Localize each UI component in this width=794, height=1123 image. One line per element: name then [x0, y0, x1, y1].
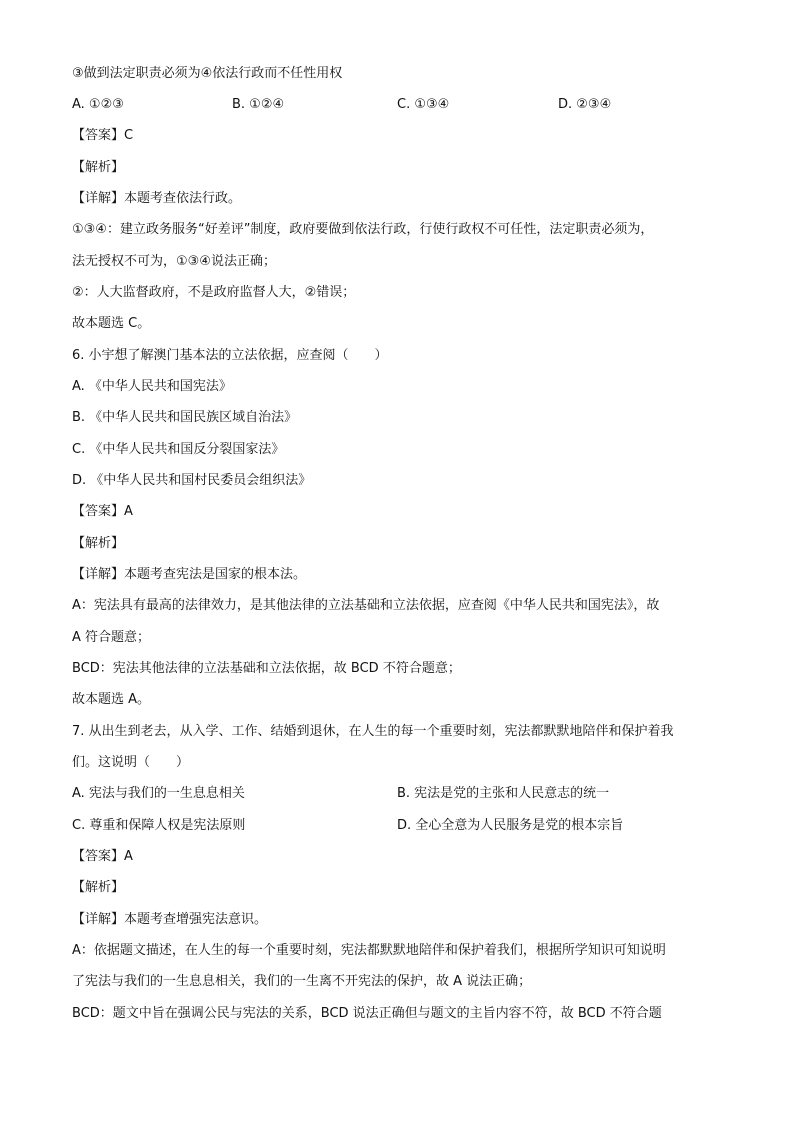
q6-option-b: B. 《中华人民共和国民族区域自治法》 [72, 410, 298, 425]
q5-conclusion: 故本题选 C。 [72, 316, 151, 331]
q6-stem: 6. 小宇想了解澳门基本法的立法依据，应查阅（ ） [72, 348, 388, 363]
q7-option-c: C. 尊重和保障人权是宪法原则 [72, 818, 246, 833]
q5-explanation-2: ②：人大监督政府，不是政府监督人大，②错误； [72, 285, 356, 300]
q5-stem-tail: ③做到法定职责必须为④依法行政而不任性用权 [72, 66, 343, 81]
q6-explanation-2: BCD：宪法其他法律的立法基础和立法依据，故 BCD 不符合题意； [72, 661, 461, 676]
q7-option-a: A. 宪法与我们的一生息息相关 [72, 786, 245, 801]
q6-explanation-1a: A：宪法具有最高的法律效力，是其他法律的立法基础和立法依据，应查阅《中华人民共和国宪法》，故 [72, 598, 660, 613]
q6-detail: 【详解】本题考查宪法是国家的根本法。 [72, 567, 307, 582]
q5-detail: 【详解】本题考查依法行政。 [72, 191, 242, 206]
q7-stem-a: 7. 从出生到老去，从入学、工作、结婚到退休，在人生的每一个重要时刻，宪法都默默地陪伴和保护着我 [72, 724, 674, 739]
q6-option-c: C. 《中华人民共和国反分裂国家法》 [72, 442, 285, 457]
q7-answer: 【答案】A [72, 849, 133, 864]
q6-conclusion: 故本题选 A。 [72, 692, 151, 707]
q7-explanation-1b: 了宪法与我们的一生息息相关，我们的一生离不开宪法的保护，故 A 说法正确； [72, 974, 532, 989]
q7-stem-b: 们。这说明（ ） [72, 755, 190, 770]
q5-option-c: C. ①③④ [397, 97, 450, 112]
q6-answer: 【答案】A [72, 504, 133, 519]
q5-answer: 【答案】C [72, 128, 134, 143]
q7-detail: 【详解】本题考查增强宪法意识。 [72, 912, 268, 927]
q7-explanation-2a: BCD：题文中旨在强调公民与宪法的关系，BCD 说法正确但与题文的主旨内容不符，故 BCD 不符合题 [72, 1006, 662, 1021]
q5-analysis-label: 【解析】 [72, 160, 125, 175]
q7-options-row-2 [72, 816, 722, 836]
q6-option-d: D. 《中华人民共和国村民委员会组织法》 [72, 473, 312, 488]
q6-analysis-label: 【解析】 [72, 536, 125, 551]
q5-option-b: B. ①②④ [232, 97, 285, 112]
q7-option-b: B. 宪法是党的主张和人民意志的统一 [397, 786, 610, 801]
q7-option-d: D. 全心全意为人民服务是党的根本宗旨 [397, 818, 624, 833]
q5-option-a: A. ①②③ [72, 97, 124, 112]
q5-option-d: D. ②③④ [558, 97, 612, 112]
q5-options [72, 95, 722, 115]
q6-explanation-1b: A 符合题意； [72, 630, 151, 645]
q7-analysis-label: 【解析】 [72, 880, 125, 895]
q5-explanation-1b: 法无授权不可为，①③④说法正确； [72, 254, 276, 269]
q7-explanation-1a: A：依据题文描述，在人生的每一个重要时刻，宪法都默默地陪伴和保护着我们，根据所学知识可知说明 [72, 943, 666, 958]
q7-options-row-1 [72, 784, 722, 804]
q6-option-a: A. 《中华人民共和国宪法》 [72, 379, 232, 394]
q5-explanation-1a: ①③④：建立政务服务“好差评”制度，政府要做到依法行政，行使行政权不可任性，法定职责必须为， [72, 222, 654, 237]
